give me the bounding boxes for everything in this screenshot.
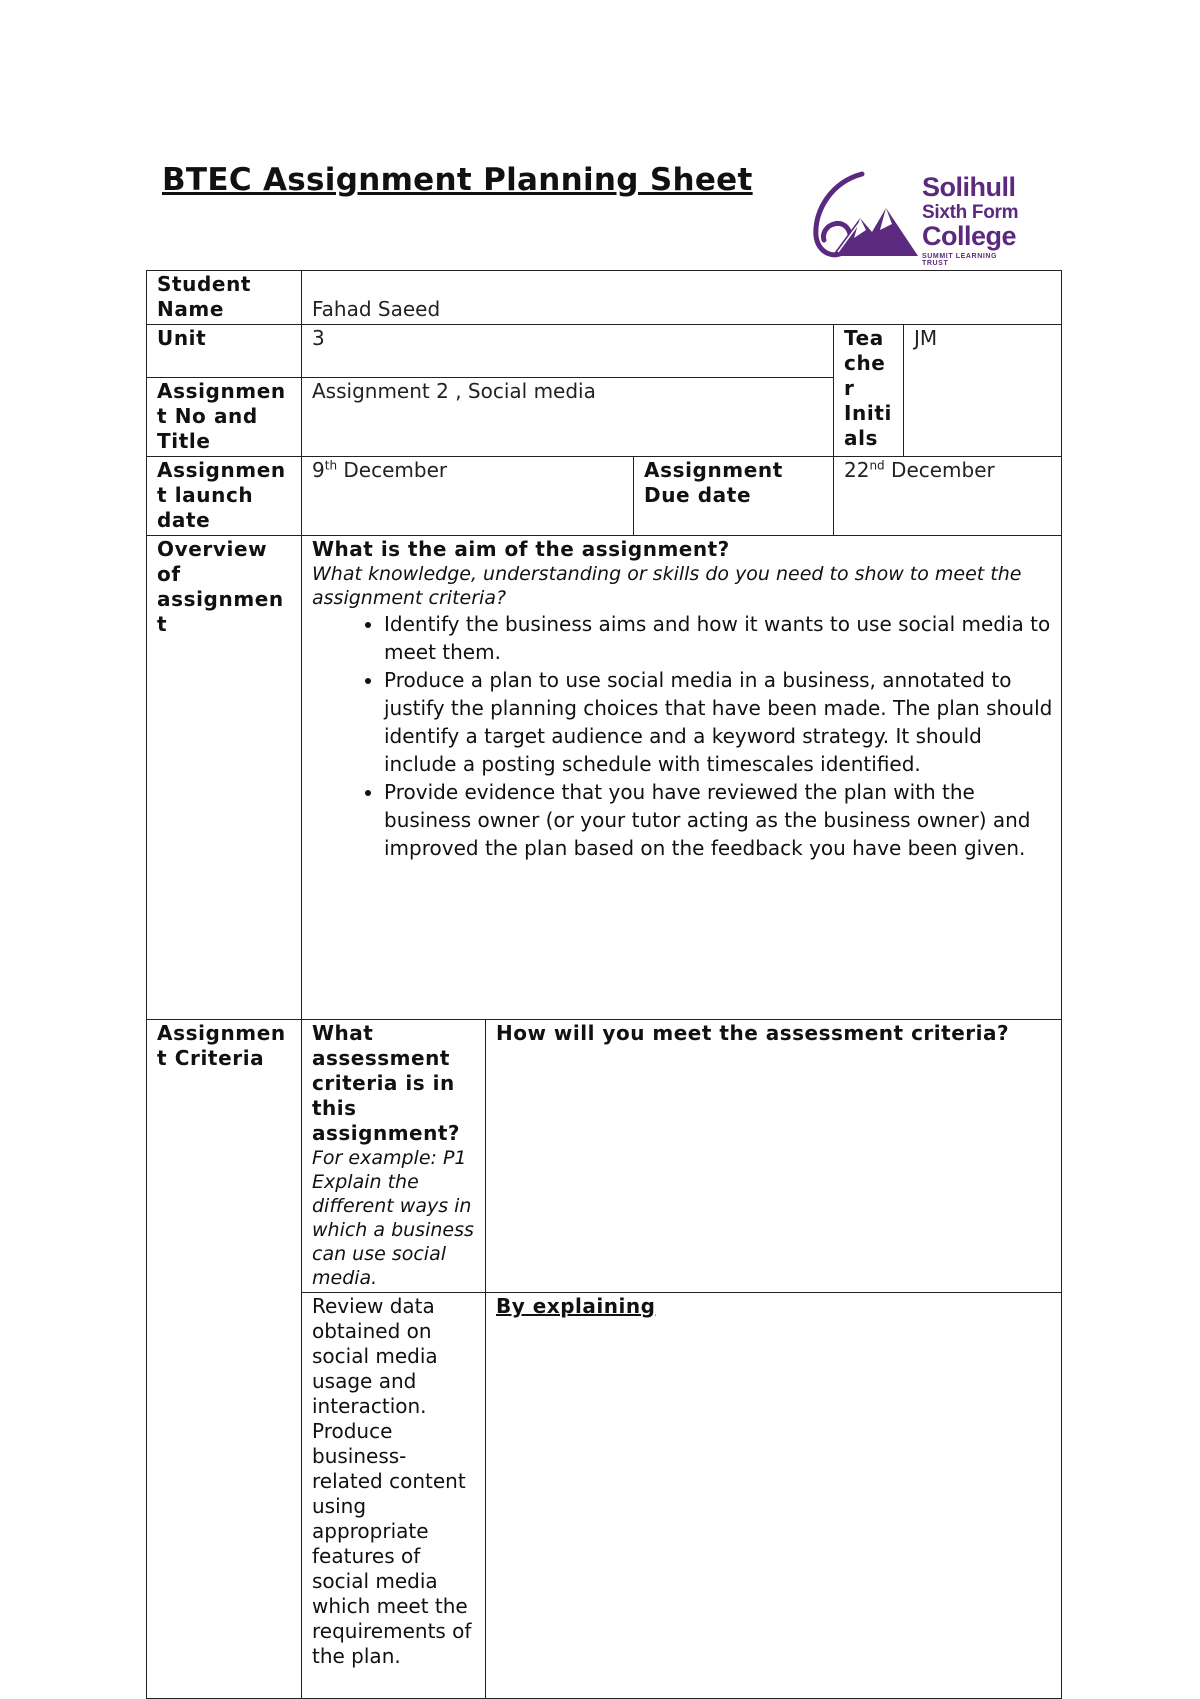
criteria-method-answer: By explaining (496, 1294, 656, 1318)
planning-table (146, 270, 1062, 1699)
row-dates (147, 457, 1062, 536)
row-overview (147, 536, 1062, 1020)
overview-content (302, 536, 1062, 1020)
criteria-label: Assignment Criteria (147, 1020, 302, 1699)
page-title: BTEC Assignment Planning Sheet (162, 162, 753, 198)
overview-bullet: • Identify the business aims and how it wants to use social media to meet them. (384, 610, 1053, 666)
teacher-initials-label: Teacher Initials (834, 325, 904, 457)
overview-bullet: • Produce a plan to use social media in a business, annotated to justify the planning choices that have been made. The plan should identify a target audience and a keyword strategy. It should include a posting schedule with timescales identified. (384, 666, 1053, 778)
logo-text-line-2: Sixth Form (922, 202, 1019, 223)
due-date-day: 22 (844, 458, 870, 482)
overview-label: Overview of assignment (147, 536, 302, 1020)
overview-bullet-list (312, 610, 1053, 862)
criteria-how-cell (486, 1020, 1062, 1293)
criteria-how-question: How will you meet the assessment criteria? (496, 1021, 1010, 1045)
assignment-title-label: Assignment No and Title (147, 378, 302, 457)
overview-prompt: What knowledge, understanding or skills do you need to show to meet the assignment criteria? (312, 563, 1022, 609)
overview-bullet: • Provide evidence that you have reviewed the plan with the business owner (or your tutor acting as the business owner) and improved the plan based on the feedback you have been given. (384, 778, 1053, 862)
row-student-name (147, 271, 1062, 325)
launch-date-month: December (337, 458, 448, 482)
overview-question: What is the aim of the assignment? (312, 537, 730, 561)
student-name-label: Student Name (147, 271, 302, 325)
assignment-title-value: Assignment 2 , Social media (302, 378, 834, 457)
criteria-question: What assessment criteria is in this assignment? (312, 1021, 461, 1145)
due-date-label: Assignment Due date (634, 457, 834, 536)
row-unit (147, 325, 1062, 378)
college-logo (810, 168, 1025, 267)
launch-date-suffix: th (324, 458, 338, 473)
logo-text-line-3: College (922, 221, 1017, 251)
logo-text-line-1: Solihull (922, 172, 1016, 202)
launch-date-value (302, 457, 634, 536)
unit-label: Unit (147, 325, 302, 378)
due-date-value (834, 457, 1062, 536)
row-criteria-header (147, 1020, 1062, 1293)
mountain-six-logo-icon (810, 168, 922, 264)
launch-date-label: Assignment launch date (147, 457, 302, 536)
logo-text-line-4: SUMMIT LEARNING TRUST (922, 253, 998, 267)
criteria-method-cell (486, 1293, 1062, 1699)
launch-date-day: 9 (312, 458, 325, 482)
criteria-question-cell (302, 1020, 486, 1293)
student-name-value: Fahad Saeed (302, 271, 1062, 325)
teacher-initials-value: JM (904, 325, 1062, 457)
criteria-answer-part-1: Review data obtained on social media usage and interaction. (312, 1294, 438, 1418)
criteria-example: For example: P1 Explain the different ways in which a business can use social media. (312, 1147, 474, 1289)
due-date-month: December (884, 458, 995, 482)
criteria-answer-part-2: Produce business-related content using appropriate features of social media which meet the requirements of the plan. (312, 1419, 472, 1668)
unit-value: 3 (302, 325, 834, 378)
due-date-suffix: nd (869, 458, 885, 473)
criteria-answer-cell (302, 1293, 486, 1699)
